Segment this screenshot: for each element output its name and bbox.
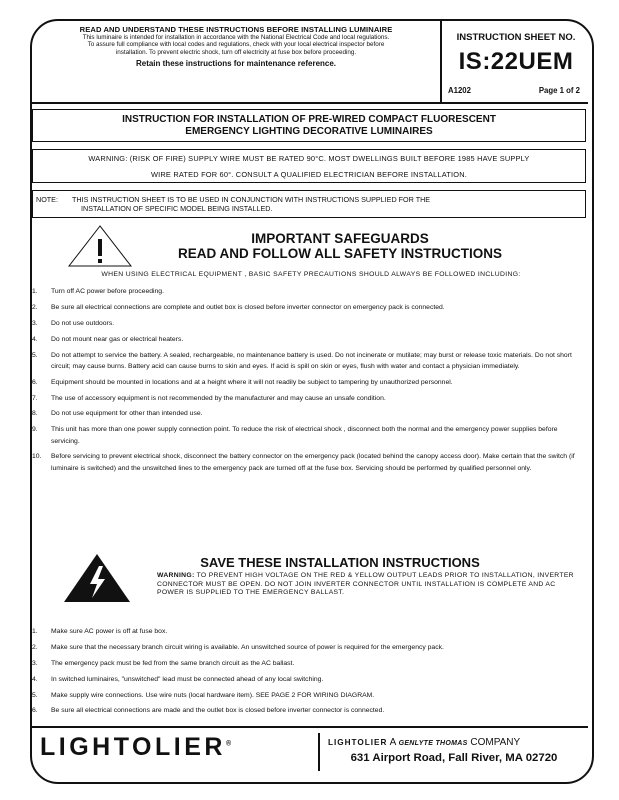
list-item: 1. Turn off AC power before proceeding. (32, 288, 164, 295)
footer-divider (318, 733, 320, 771)
list-item: 5. Do not attempt to service the battery. A sealed, rechargeable, no maintenance battery is used. Do not incinerate or mutilate; may burst or release toxic materials. Do not short circuit; may cause burns. Battery acid can cause burns to skin and eyes. If acid is spill on skin or eyes, flush with water and contact a physician immediately. (32, 351, 572, 370)
list-item: 4. Do not mount near gas or electrical heaters. (32, 335, 184, 343)
safeguards-title (120, 231, 560, 261)
title-line: EMERGENCY LIGHTING DECORATIVE LUMINAIRES (185, 126, 433, 137)
list-item: 1. Make sure AC power is off at fuse box. (32, 628, 168, 635)
fire-warning (32, 149, 586, 183)
title-line: INSTRUCTION FOR INSTALLATION OF PRE-WIRED COMPACT FLUORESCENT (122, 114, 496, 125)
sheet-label: INSTRUCTION SHEET NO. (456, 32, 576, 43)
list-item: 7. The use of accessory equipment is not recommended by the manufacturer and may cause an unsafe condition. (32, 394, 386, 402)
note-box (32, 190, 586, 218)
header-divider (440, 21, 442, 103)
safeguards-list (32, 286, 582, 479)
list-item: 2. Make sure that the necessary branch circuit wiring is available. An unswitched source of power is required for the emergency pack. (32, 643, 444, 651)
voltage-warning-label: WARNING: (157, 572, 195, 579)
header-line: To assure full compliance with local codes and regulations, check with your local electrical inspector before (87, 41, 385, 49)
company-brand: LIGHTOLIER (328, 738, 388, 747)
company-line: LIGHTOLIER A GENLYTE THOMAS COMPANY (328, 737, 521, 748)
list-item: 8. Do not use equipment for other than intended use. (32, 410, 203, 418)
list-item: 2. Be sure all electrical connections are complete and outlet box is closed before inverter connector on emergency pack is connected. (32, 303, 445, 311)
list-item: 6. Equipment should be mounted in locations and at a height where it will not readily be subject to tampering by unauthorized personnel. (32, 378, 453, 386)
warning-line: WIRE RATED FOR 60°. CONSULT A QUALIFIED ELECTRICIAN BEFORE INSTALLATION. (150, 170, 468, 179)
safeguards-lead: WHEN USING ELECTRICAL EQUIPMENT , BASIC SAFETY PRECAUTIONS SHOULD ALWAYS BE FOLLOWED INCLUDING: (101, 271, 521, 278)
lightolier-logo: LIGHTOLIER® (40, 733, 232, 761)
voltage-warning (157, 572, 577, 598)
note-line: INSTALLATION OF SPECIFIC MODEL BEING INSTALLED. (81, 204, 273, 213)
list-item: 4. In switched luminaires, "unswitched" lead must be connected ahead of any local switching. (32, 675, 324, 683)
header-heading: READ AND UNDERSTAND THESE INSTRUCTIONS BEFORE INSTALLING LUMINAIRE (79, 25, 393, 34)
header-line: installation. To prevent electric shock, turn off electricity at fuse box before proceeding. (115, 48, 357, 56)
retain-note: Retain these instructions for maintenance reference. (135, 58, 337, 68)
list-item: 3. The emergency pack must be fed from the same branch circuit as the AC ballast. (32, 659, 295, 667)
sheet-code: IS:22UEM (458, 48, 574, 75)
header-notice (34, 25, 438, 68)
safeguards-subheading: READ AND FOLLOW ALL SAFETY INSTRUCTIONS (178, 246, 502, 261)
list-item: 3. Do not use outdoors. (32, 319, 115, 327)
voltage-warning-text: TO PREVENT HIGH VOLTAGE ON THE RED & YELLOW OUTPUT LEADS PRIOR TO INSTALLATION, INVERTER CONNECTOR MUST BE OPEN. DO NOT JOIN INVERTER CONNECTOR UNTIL INSTALLATION IS COMPLETE AND AC POWER IS SUPPLIED TO THE EMERGENCY BALLAST. (157, 572, 574, 597)
header-line: This luminaire is intended for installation in accordance with the National Electrical Code and local regulations. (82, 34, 390, 41)
document-title (32, 109, 586, 142)
doc-number: A1202 (448, 86, 471, 95)
note-line: THIS INSTRUCTION SHEET IS TO BE USED IN CONJUNCTION WITH INSTRUCTIONS SUPPLIED FOR THE (72, 195, 431, 204)
genlyte-logo: GENLYTE THOMAS (398, 740, 468, 747)
list-item: 10. Before servicing to prevent electrical shock, disconnect the battery connector on the emergency pack (located behind the canopy access door). Make certain that the switch (if luminaire is switched) and the unswitched lines to the emergency pack are turned off at the fuse box. Servicing should be performed by qualified personnel only. (32, 453, 575, 472)
page-number: Page 1 of 2 (538, 86, 580, 95)
list-item: 9. This unit has more than one power supply connection point. To reduce the risk of electrical shock , disconnect both the normal and the emergency power supplies before servicing. (32, 426, 558, 445)
note-label: NOTE: (36, 195, 58, 204)
company-address: 631 Airport Road, Fall River, MA 02720 (350, 752, 558, 764)
list-item: 5. Make supply wire connections. Use wire nuts (local hardware item). SEE PAGE 2 FOR WIRING DIAGRAM. (32, 691, 375, 699)
warning-line: WARNING: (RISK OF FIRE) SUPPLY WIRE MUST BE RATED 90°C. MOST DWELLINGS BUILT BEFORE 1985 HAVE SUPPLY (88, 154, 530, 163)
save-instructions-title: SAVE THESE INSTALLATION INSTRUCTIONS (200, 555, 480, 570)
installation-steps (32, 626, 582, 721)
footer-rule (32, 726, 588, 728)
high-voltage-icon (62, 552, 132, 604)
safeguards-heading: IMPORTANT SAFEGUARDS (251, 231, 429, 246)
list-item: 6. Be sure all electrical connections are made and the outlet box is closed before inverter connector is connected. (32, 707, 385, 715)
header-rule (32, 102, 588, 104)
